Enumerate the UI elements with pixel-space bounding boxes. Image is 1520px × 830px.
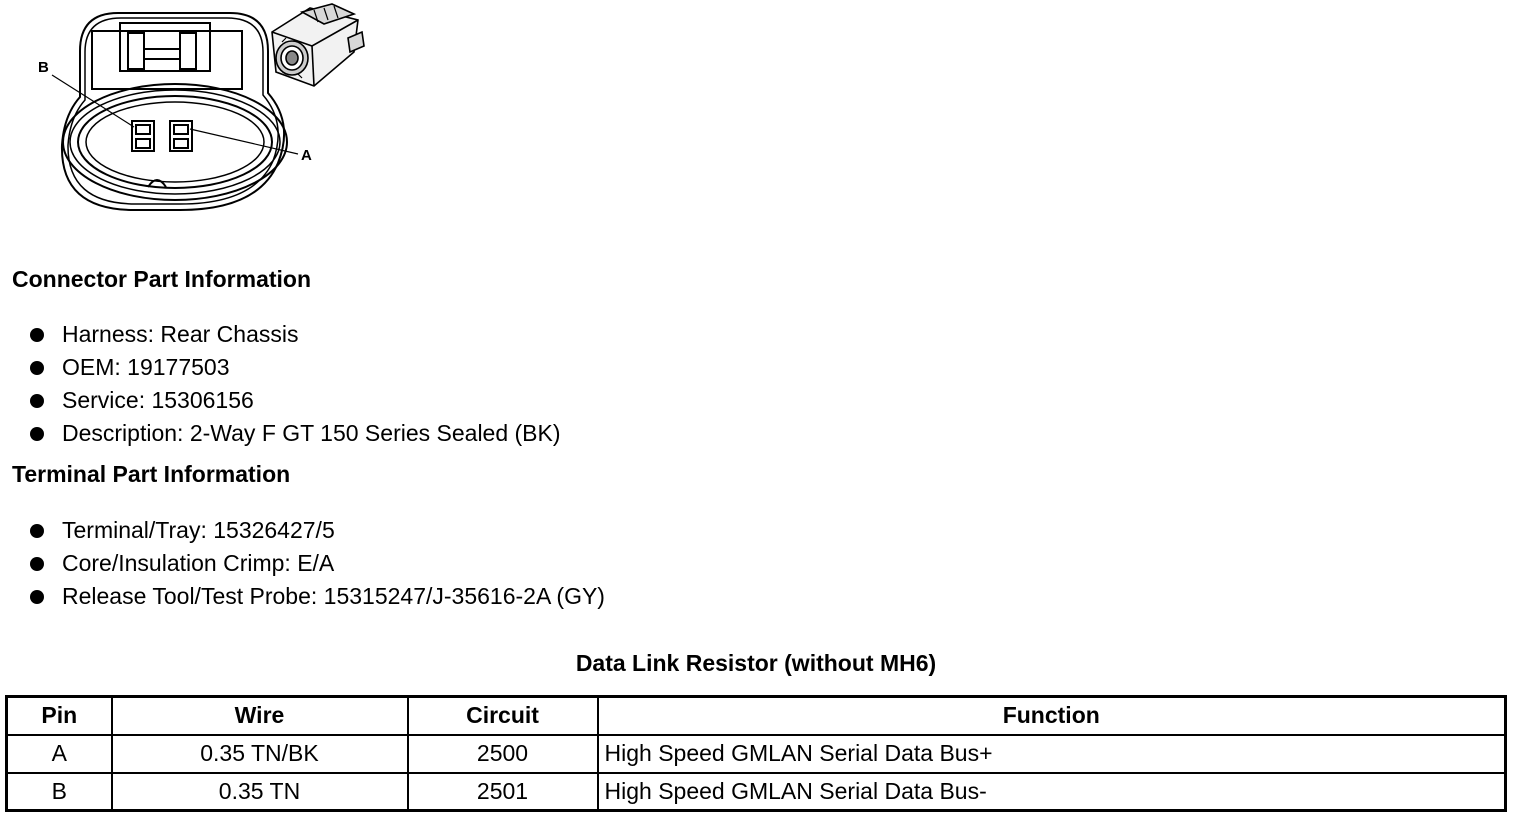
table-row — [7, 735, 1506, 773]
table-header-row — [7, 697, 1506, 735]
table-row — [7, 773, 1506, 811]
list-item — [28, 318, 561, 351]
crimp-text: Core/Insulation Crimp: E/A — [62, 550, 335, 576]
list-item — [28, 580, 605, 613]
list-item — [28, 514, 605, 547]
function-cell: High Speed GMLAN Serial Data Bus+ — [598, 735, 1506, 773]
bullet-icon — [30, 427, 44, 441]
bullet-icon — [30, 361, 44, 375]
wire-cell: 0.35 TN/BK — [112, 735, 408, 773]
cavity-label-b: B — [38, 59, 49, 76]
wire-cell: 0.35 TN — [112, 773, 408, 811]
connector-isometric-diagram — [262, 2, 370, 94]
list-item — [28, 351, 561, 384]
terminal-part-information-list — [28, 514, 605, 613]
connector-part-information-list — [28, 318, 561, 450]
connector-part-information-heading: Connector Part Information — [12, 266, 312, 292]
header-function: Function — [598, 697, 1506, 735]
harness-text: Harness: Rear Chassis — [62, 321, 299, 347]
function-cell: High Speed GMLAN Serial Data Bus- — [598, 773, 1506, 811]
bullet-icon — [30, 557, 44, 571]
list-item — [28, 547, 605, 580]
cavity-label-a: A — [301, 147, 312, 164]
description-text: Description: 2-Way F GT 150 Series Sealed (BK) — [62, 420, 561, 446]
bullet-icon — [30, 590, 44, 604]
pin-cell: B — [7, 773, 112, 811]
service-text: Service: 15306156 — [62, 387, 254, 413]
header-wire: Wire — [112, 697, 408, 735]
header-circuit: Circuit — [408, 697, 598, 735]
list-item — [28, 384, 561, 417]
bullet-icon — [30, 394, 44, 408]
table-title: Data Link Resistor (without MH6) — [575, 650, 937, 676]
list-item — [28, 417, 561, 450]
circuit-cell: 2500 — [408, 735, 598, 773]
pin-cell: A — [7, 735, 112, 773]
terminal-tray-text: Terminal/Tray: 15326427/5 — [62, 517, 335, 543]
header-pin: Pin — [7, 697, 112, 735]
oem-text: OEM: 19177503 — [62, 354, 230, 380]
release-tool-text: Release Tool/Test Probe: 15315247/J-35616-2A (GY) — [62, 583, 605, 609]
circuit-cell: 2501 — [408, 773, 598, 811]
terminal-part-information-heading: Terminal Part Information — [12, 461, 291, 487]
bullet-icon — [30, 524, 44, 538]
bullet-icon — [30, 328, 44, 342]
pinout-table — [5, 695, 1507, 812]
